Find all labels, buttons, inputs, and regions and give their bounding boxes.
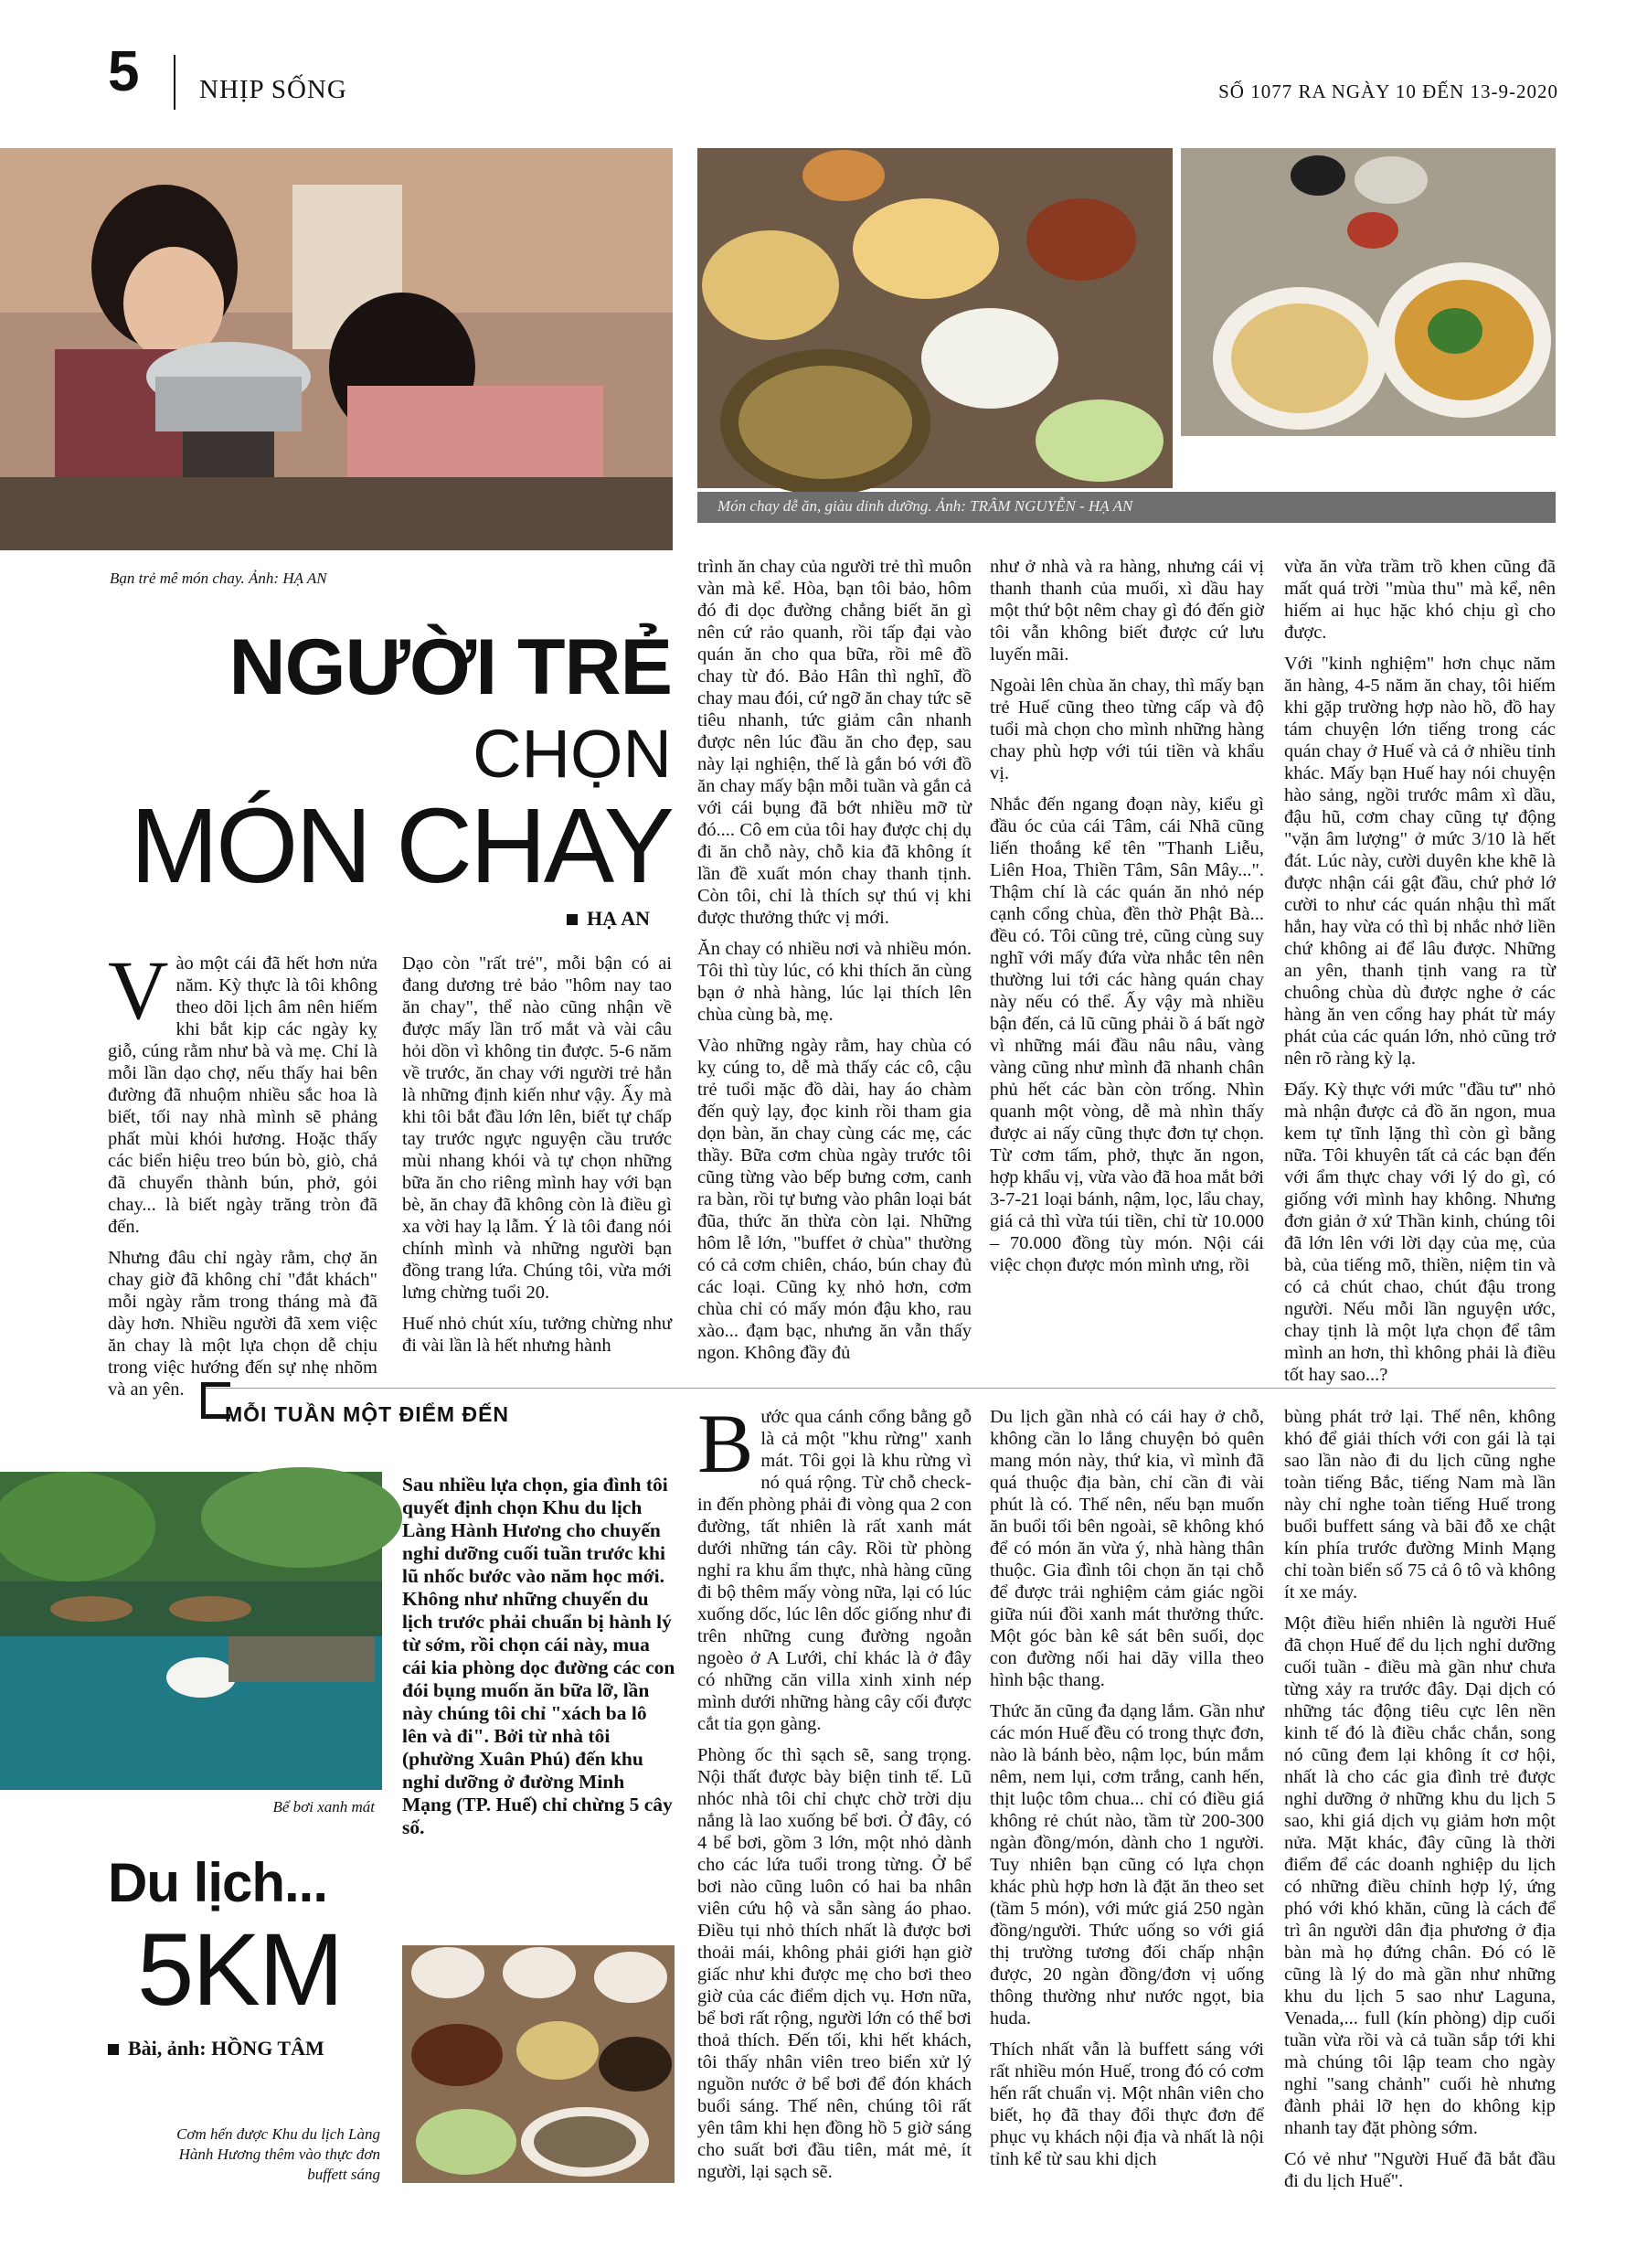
paragraph: Thức ăn cũng đa dạng lắm. Gần như các món Huế đều có trong thực đơn, nào là bánh bèo, nậm lọc, bún mắm nêm, nem lụi, cơm trắng, canh hến, thịt luộc tôm chua... chỉ có điều giá không rẻ chút nào, tầm từ 200-300 ngàn đồng/món, dành cho 1 người. Tuy nhiên bạn cũng có lựa chọn khác phù hợp hơn là đặt ăn theo set (tầm 5 món), với mức giá 250 ngàn đồng/người. Thức uống so với giá thị trường tương đối chấp nhận được, 20 ngàn đồng/đơn vị uống thông thường như nước ngọt, bia huda. [990,1701,1264,2028]
paragraph: trình ăn chay của người trẻ thì muôn vàn mà kể. Hòa, bạn tôi bảo, hôm đó đi dọc đường chẳng biết ăn gì nên cứ rảo quanh, rồi tấp đại vào quán ăn cho qua bữa, rồi mê đồ chay từ đó. Bảo Hân thì nghĩ, đồ chay mau đói, cứ ngỡ ăn chay tức sẽ tiêu nhanh, tức giảm cân nhanh được nên lúc đầu ăn cho đẹp, sau này lại nghiện, thế là gắn bó với đồ ăn chay mấy bận mỗi tuần và gắn cả với cái bụng đã bớt nhiều mỡ từ đó.... Cô em của tôi hay được chị dụ đi ăn chỗ này, chỗ kia đã không ít lần đề xuất món chay thanh tịnh. Còn tôi, chỉ là thích sự thú vị khi được thưởng thức vị mới. [697,557,972,928]
headline-line1: NGƯỜI TRẺ [228,623,672,711]
article1-column-1 [108,943,377,1400]
header-divider [174,55,175,110]
article2-column-1 [697,1397,972,2192]
headline2-line2: 5KM [137,1912,343,2027]
byline-square [108,2044,119,2055]
photo-vegetarian-dishes-1 [697,148,1173,488]
paragraph: Huế nhỏ chút xíu, tưởng chừng như đi vài lần là hết nhưng hành [402,1314,672,1356]
byline-square [567,914,578,925]
paragraph: Với "kinh nghiệm" hơn chục năm ăn hàng, 4-5 năm ăn chay, tôi hiếm khi gặp trường hợp nào hồ, đồ hay tám chuyện lớn tiếng trong các quán chay ở Huế và cả ở nhiều tỉnh khác. Mấy bạn Huế hay nói chuyện hào sảng, ngồi trước mâm xì dầu, đậu hũ, cơm chay cũng tự động "vặn âm lượng" ở mức 3/10 là hết đát. Lúc này, cười duyên khe khẽ là được nhận cái gật đầu, chứ phở lớ cười to như các quán nhậu thì mất hẳn, hay vừa có thì bị nhắc nhở liền chứ không ai để lâu được. Những an yên, thanh tịnh vang ra từ chuông chùa dù được nghe ở các hàng ăn ven cổng hay phát từ máy phát của các quán lớn, nhỏ cũng trở nên rõ ràng kỳ lạ. [1284,654,1556,1069]
page-header [0,0,1647,137]
dropcap-b: B [697,1397,754,1490]
dropcap-v: V [108,943,169,1037]
caption-young-people: Bạn trẻ mê món chay. Ảnh: HẠ AN [110,570,327,587]
section-divider [201,1388,1556,1389]
paragraph: Ăn chay có nhiều nơi và nhiều món. Tôi thì tùy lúc, có khi thích ăn cùng bạn ở nhà hàng, lúc lại thích lên chùa cùng bà, mẹ. [697,939,972,1025]
issue-info: SỐ 1077 RA NGÀY 10 ĐẾN 13-9-2020 [1218,80,1558,102]
article2-column-2 [990,1406,1264,2192]
paragraph: ào một cái đã hết hơn nửa năm. Kỳ thực là tôi không theo dõi lịch âm nên hiếm khi bắt kịp các ngày kỵ giỗ, cúng rằm như bà và mẹ. Chỉ là mỗi lần dạo chợ, nếu thấy hai bên đường đã nhuộm nhiều sắc hoa là biết, tối nay nhà mình sẽ phảng phất mùi khói hương. Hoặc thấy các biển hiệu treo bún bò, giò, chả đã chuyển thành bún, phở, gỏi chay... là biết ngày trăng tròn đã đến. [108,953,377,1237]
paragraph: Nhắc đến ngang đoạn này, kiểu gì đầu óc của cái Tâm, cái Nhã cũng liến thoắng kể tên "Thanh Liễu, Liên Hoa, Thiền Tâm, Sân Mây...". Thậm chí là các quán ăn nhỏ nép cạnh cổng chùa, đền thờ Phật Bà... đều có. Tôi cũng trẻ, cũng cùng suy nghĩ với mấy đứa vừa nhắc tên nên thường lui tới các hàng quán chay này nếu có thể. Ấy vậy mà nhiều bận đến, cả lũ cũng phải ồ á bất ngờ vì những mái đầu nâu nâu, vàng vàng cũng như mình đã nhanh chân phủ hết các bàn còn trống. Nhìn quanh một vòng, dễ mà nhìn thấy được ai nấy cũng thực đơn tự chọn. Từ cơm tấm, phở, thực ăn ngon, hợp khẩu vị, vừa vào đã hoa mắt bởi 3-7-21 loại bánh, nậm, lọc, lẩu chay, giá cả thì vừa túi tiền, chỉ từ 10.000 – 70.000 đồng tùy món. Nội cái việc chọn được món mình ưng, rồi [990,794,1264,1275]
caption-dishes: Món chay dễ ăn, giàu dinh dưỡng. Ảnh: TRÂM NGUYỄN - HẠ AN [717,497,1133,515]
paragraph: Phòng ốc thì sạch sẽ, sang trọng. Nội thất được bày biện tinh tế. Lũ nhóc nhà tôi chỉ chực chờ trời dịu nắng là lao xuống bể bơi. Ở đây, có 4 bể bơi, gồm 3 lớn, một nhỏ dành cho các lứa tuổi trong từng. Ở bể bơi nào cũng luôn có hai ba nhân viên cứu hộ và sẵn sàng áo phao. Điều tụi nhỏ thích nhất là được bơi thoải mái, không phải giới hạn giờ giấc như khi được mẹ cho bơi theo giờ của các điểm dịch vụ. Hơn nữa, bể bơi rất rộng, người lớn có thể bơi thoả thích. Đến tối, khi hết khách, tôi thấy nhân viên treo biển xử lý nguồn nước ở bể bơi để đón khách buổi sáng. Thế nên, chúng tôi rất yên tâm khi hẹn đồng hồ 5 giờ sáng cho suất bơi đầu tiên, mát mẻ, ít người, lại sạch sẽ. [697,1745,972,2182]
byline-text: Bài, ảnh: HỒNG TÂM [128,2037,324,2060]
byline-text: HẠ AN [587,907,651,930]
paragraph: Có vẻ như "Người Huế đã bắt đầu đi du lịch Huế". [1284,2149,1556,2191]
article2-column-3 [1284,1406,1556,2192]
caption-pool: Bể bơi xanh mát [272,1798,375,1815]
caption-buffet: Cơm hến được Khu du lịch Làng Hành Hương thêm vào thực đơn buffett sáng [176,2125,380,2183]
headline2-line1: Du lịch... [108,1852,328,1913]
paragraph: Một điều hiển nhiên là người Huế đã chọn Huế để du lịch nghỉ dưỡng cuối tuần - điều mà gần như chưa từng xảy ra trước đây. Dại dịch có những tác động tiêu cực lên nền kinh tế đó là điều chắc chắn, song nó cũng đem lại không ít cơ hội, nhất là cho các gia đình trẻ được nghỉ dưỡng ở những khu du lịch 5 sao, khi giá dịch vụ giảm hơn một nửa. Mặt khác, đây cũng là thời điểm để các doanh nghiệp du lịch có những điều chỉnh hợp lý, ứng phó với khó khăn, cũng là cách để trì ân người dân địa phương ở địa bàn mà họ đứng chân. Đó có lẽ cũng là lý do mà gần như những khu du lịch 5 sao như Laguna, Venada,... full (kín phòng) dịp cuối tuần vừa rồi và cả tuần sắp tới khi mà chúng tôi lập team cho ngày nghỉ "sang chảnh" cuối hè nhưng đành phải lỡ hẹn do không kịp nhanh tay đặt phòng sớm. [1284,1613,1556,2138]
paragraph: như ở nhà và ra hàng, nhưng cái vị thanh thanh của muối, xì dầu hay một thứ bột nêm chay gì đó đến giờ tôi vẫn không biết được cứ lưu luyến mãi. [990,557,1264,665]
byline-article1 [567,907,650,931]
section-label: MỖI TUẦN MỘT ĐIỂM ĐẾN [225,1402,510,1426]
paragraph: Ngoài lên chùa ăn chay, thì mấy bạn trẻ Huế cũng theo từng cấp và độ tuổi mà chọn cho mình những hàng chay phù hợp với túi tiền và khẩu vị. [990,676,1264,783]
paragraph: Đấy. Kỳ thực với mức "đầu tư" nhỏ mà nhận được cả đồ ăn ngon, mua kem tự tĩnh lặng thì còn gì bằng nữa. Tôi khuyên tất cả các bạn đến với ẩm thực chay với lý do gì, có giống với mình hay không. Nhưng đơn giản ở xứ Thần kinh, chúng tôi đã lớn lên với lời dạy của mẹ, của bà, của tiếng mõ, thiền, niệm tin và có cả chút chao, chút đậu trong người. Nếu mỗi lần nguyện ước, chay tịnh là một lựa chọn để tâm mình an hơn, thì không phải là điều tốt hay sao...? [1284,1080,1556,1385]
headline-line2: CHỌN [473,716,672,792]
article1-column-4 [990,556,1264,1382]
article1-column-2 [402,953,672,1382]
paragraph: Nhưng đâu chỉ ngày rằm, chợ ăn chay giờ đã không chỉ "đắt khách" mỗi ngày rằm trong tháng mà đã dày hơn. Nhiều người đã xem việc ăn chay là một lựa chọn dễ chịu trong việc hướng đến sự nhẹ nhõm và an yên. [108,1248,377,1400]
paragraph: bùng phát trở lại. Thế nên, không khó để giải thích với con gái là tại sao lần nào đi du lịch cũng nghe toàn tiếng Bắc, tiếng Nam mà lần này chỉ nghe toàn tiếng Huế trong buổi buffett sáng và bãi đỗ xe chật kín phía trước đường Minh Mạng chỉ toàn biển số 75 cả ô tô và không ít xe máy. [1284,1407,1556,1603]
article1-column-3 [697,556,972,1382]
article2-lead: Sau nhiều lựa chọn, gia đình tôi quyết định chọn Khu du lịch Làng Hành Hương cho chuyến nghỉ dưỡng cuối tuần trước khi lũ nhốc bước vào năm học mới. Không như những chuyến du lịch trước phải chuẩn bị hành lý từ sớm, rồi chọn cái này, mua cái kia phòng dọc đường các con đói bụng muốn ăn bữa lỡ, lần này chúng tôi chỉ "xách ba lô lên và đi". Bởi từ nhà tôi (phường Xuân Phú) đến khu nghỉ dưỡng ở đường Minh Mạng (TP. Huế) chỉ chừng 5 cây số. [402,1474,675,1838]
paragraph: Du lịch gần nhà có cái hay ở chỗ, không cần lo lắng chuyện bỏ quên mang món này, thứ kia, vì mình đã quá thuộc địa bàn, chỉ cần đi vài phút là có. Thế nên, nếu bạn muốn ăn buổi tối bên ngoài, sẽ không khó để có món ăn vừa ý, nhà hàng thân thuộc. Gia đình tôi chọn ăn tại chỗ để được trải nghiệm cảm giác ngồi giữa núi đồi xanh mát thưởng thức. Một góc bàn kê sát bên suối, dọc con đường nối hai dãy villa theo hình bậc thang. [990,1407,1264,1690]
byline-article2 [108,2037,324,2060]
paragraph: vừa ăn vừa trầm trồ khen cũng đã mất quá trời "mùa thu" mà kể, nên hiếm ai hục hặc khó chịu gì cho được. [1284,557,1556,643]
photo-pool [0,1472,382,1790]
photo-vegetarian-dishes-2 [1181,148,1556,436]
section-name: NHỊP SỐNG [199,75,347,104]
paragraph: Vào những ngày rằm, hay chùa có kỵ cúng to, dễ mà thấy các cô, cậu trẻ tuổi mặc đồ dài, hay áo chàm đến quỳ lạy, đọc kinh rồi tham gia dọn bàn, ăn chay cùng các mẹ, các thầy. Bữa cơm chùa ngày trước tôi cũng từng vào bếp bưng cơm, canh ra bàn, rồi tự bưng vào phân loại bát đũa, thức ăn thừa còn lại. Những hôm lễ lớn, "buffet ở chùa" thường có cả cơm chiên, cháo, bún chay đủ các loại. Cũng kỵ nhỏ hơn, cơm chùa chỉ có mấy món đậu kho, rau xào... đạm bạc, nhưng ăn vẫn thấy ngon. Không đầy đủ [697,1036,972,1363]
headline-line3: MÓN CHAY [130,786,672,905]
paragraph: Thích nhất vẫn là buffett sáng với rất nhiều món Huế, trong đó có cơm hến rất chuẩn vị. Một nhân viên cho biết, họ đã thay đổi thực đơn để phục vụ khách nội địa và nhất là nội tỉnh kể từ sau khi dịch [990,2039,1264,2169]
paragraph: ước qua cánh cổng bằng gỗ là cả một "khu rừng" xanh mát. Tôi gọi là khu rừng vì nó quá rộng. Từ chỗ check-in đến phòng phải đi vòng qua 2 con đường, tất nhiên là rất xanh mát dưới những tán cây. Rồi từ phòng nghỉ ra khu ẩm thực, nhà hàng cũng đi bộ thêm mấy vòng nữa, lại có lúc xuống dốc, lúc lên dốc giống như đi trên những cung đường ngoằn ngoèo ở A Lưới, chỉ khác là ở đây có những căn villa xinh xinh nép mình dưới những hàng cây cối được cắt tỉa gọn gàng. [697,1407,972,1734]
paragraph: Dạo còn "rất trẻ", mỗi bận có ai đang dương trẻ bảo "hôm nay tao ăn chay", thể nào cũng nhận về được mấy lần trố mắt và vài câu hỏi dồn vì không tin được. 5-6 năm về trước, ăn chay với người trẻ hẳn là những định kiến như vậy. Ấy mà khi tôi bắt đầu lớn lên, biết tự chấp tay trước ngực nguyện cầu trước mùi nhang khói và tự chọn những bữa ăn cho riêng mình hay với bạn bè, ăn chay đã không còn là điều gì xa vời hay lạ lẫm. Ý là tôi đang nói chính mình và những người bạn đồng trang lứa. Chúng tôi, vừa mới lưng chừng tuổi 20. [402,953,672,1303]
article1-column-5 [1284,556,1556,1385]
photo-young-people-eating [0,148,673,550]
photo-buffet [402,1945,675,2183]
page-number: 5 [108,40,140,103]
